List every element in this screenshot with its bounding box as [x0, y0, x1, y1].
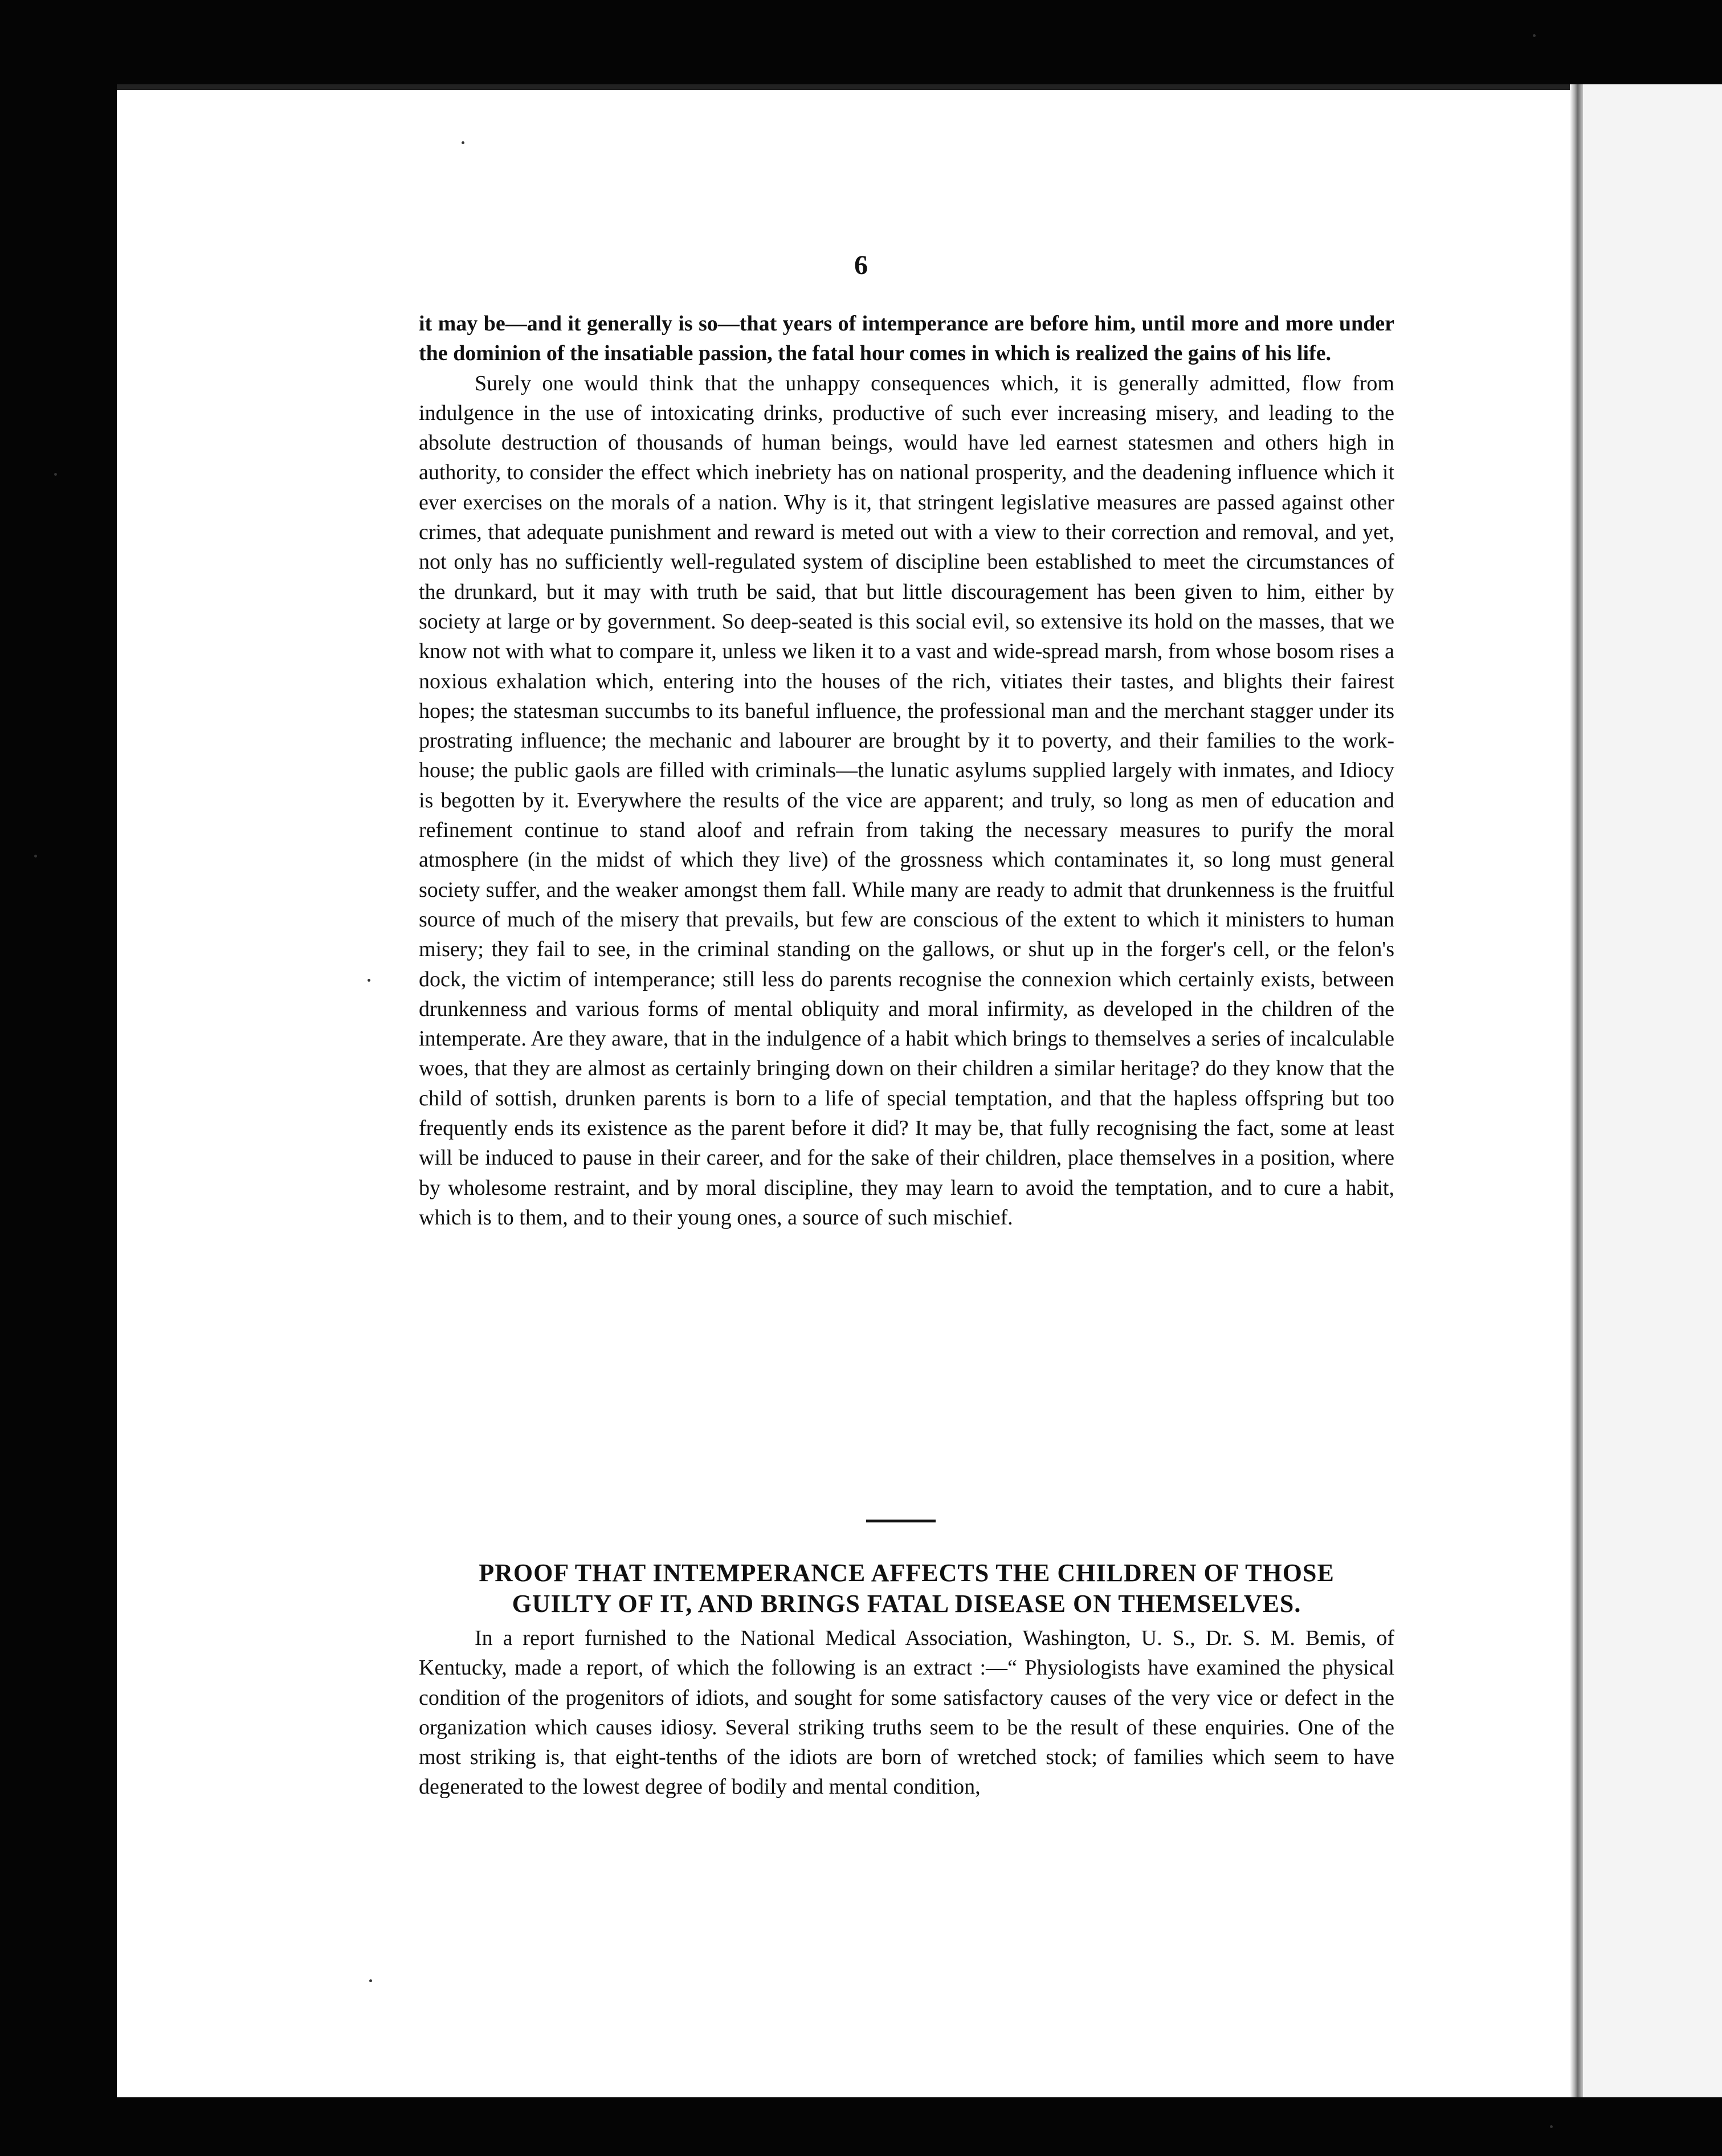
scan-speck	[54, 473, 57, 476]
section-divider	[866, 1520, 936, 1522]
scan-speck	[1533, 34, 1536, 37]
section-text-block	[419, 1623, 1394, 1802]
main-text-block	[419, 309, 1394, 1232]
continuation-paragraph: it may be—and it generally is so—that years of intemperance are before him, until more and more under the dominion of the insatiable passion, the fatal hour comes in which is realized the gains of his life.	[419, 312, 1394, 366]
scan-speck	[34, 855, 37, 858]
section-heading-line-2: GUILTY OF IT, AND BRINGS FATAL DISEASE ON THEMSELVES.	[512, 1590, 1301, 1618]
scan-speck	[1550, 2125, 1553, 2128]
gutter-shadow	[1570, 84, 1583, 2097]
facing-page-edge	[1583, 84, 1722, 2097]
scan-speck	[462, 141, 464, 144]
section-heading	[419, 1558, 1394, 1619]
scan-speck	[368, 979, 370, 982]
scan-speck	[369, 1979, 372, 1982]
section-heading-line-1: PROOF THAT INTEMPERANCE AFFECTS THE CHILDREN OF THOSE	[479, 1559, 1335, 1587]
body-paragraph: Surely one would think that the unhappy consequences which, it is generally admitted, flow from indulgence in the use of intoxicating drinks, productive of such ever increasing misery, and leading to the absolute destruction of thousands of human beings, would have led earnest statesmen and others high in authority, to consider the effect which inebriety has on national prosperity, and the deadening influence which it ever exercises on the morals of a nation. Why is it, that stringent legislative measures are passed against other crimes, that adequate punishment and reward is meted out with a view to their correction and removal, and yet, not only has no sufficiently well-regulated system of discipline been established to meet the circumstances of the drunkard, but it may with truth be said, that but little discouragement has been given to him, either by society at large or by government. So deep-seated is this social evil, so extensive its hold on the masses, that we know not with what to compare it, unless we liken it to a vast and wide-spread marsh, from whose bosom rises a noxious exhalation which, entering into the houses of the rich, vitiates their tastes, and blights their fairest hopes; the statesman succumbs to its baneful influence, the professional man and the merchant stagger under its prostrating influence; the mechanic and labourer are brought by it to poverty, and their families to the work-house; the public gaols are filled with criminals—the lunatic asylums supplied largely with inmates, and Idiocy is begotten by it. Everywhere the results of the vice are apparent; and truly, so long as men of education and refinement continue to stand aloof and refrain from taking the necessary measures to purify the moral atmosphere (in the midst of which they live) of the grossness which contaminates it, so long must general society suffer, and the weaker amongst them fall. While many are ready to admit that drunkenness is the fruitful source of much of the misery that prevails, but few are conscious of the extent to which it ministers to human misery; they fail to see, in the criminal standing on the gallows, or shut up in the forger's cell, or the felon's dock, the victim of intemperance; still less do parents recognise the connexion which certainly exists, between drunkenness and various forms of mental obliquity and moral infirmity, as developed in the children of the intemperate. Are they aware, that in the indulgence of a habit which brings to themselves a series of incalculable woes, that they are almost as certainly bringing down on their children a similar heritage? do they know that the child of sottish, drunken parents is born to a life of special temptation, and that the hapless offspring but too frequently ends its existence as the parent before it did? It may be, that fully recognising the fact, some at least will be induced to pause in their career, and for the sake of their children, place themselves in a position, where by wholesome restraint, and by moral discipline, they may learn to avoid the temptation, and to cure a habit, which is to them, and to their young ones, a source of such mischief.	[419, 371, 1394, 1230]
page-number: 6	[854, 250, 868, 280]
section-paragraph: In a report furnished to the National Medical Association, Washington, U. S., Dr. S. M. Bemis, of Kentucky, made a report, of which the following is an extract :—“ Physiologists have examined the physical condition of the progenitors of idiots, and sought for some satisfactory causes of the very vice or defect in the organization which causes idiosy. Several striking truths seem to be the result of these enquiries. One of the most striking is, that eight-tenths of the idiots are born of wretched stock; of families which seem to have degenerated to the lowest degree of bodily and mental condition,	[419, 1626, 1394, 1799]
top-scan-edge	[117, 84, 1570, 90]
